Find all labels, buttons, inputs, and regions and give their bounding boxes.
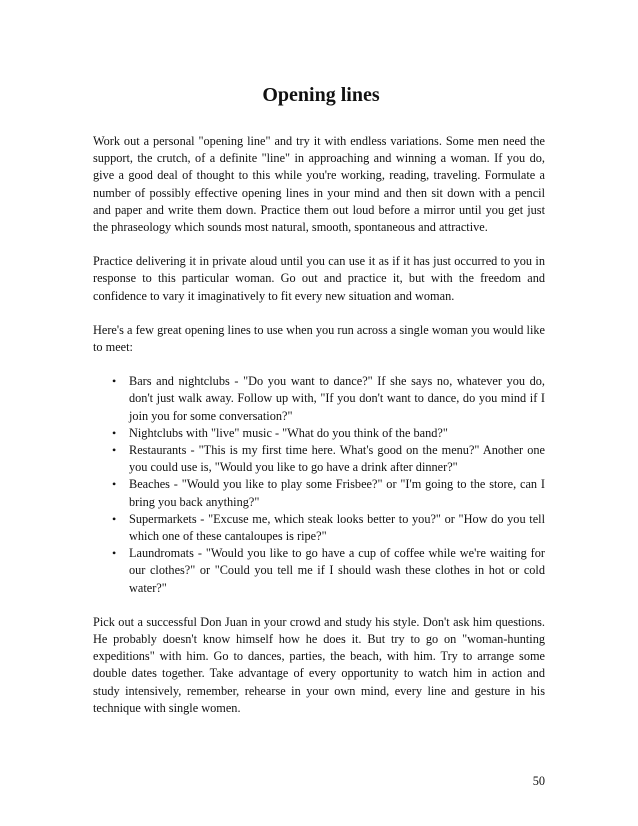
bullet-icon: • (112, 374, 117, 389)
page-number: 50 (532, 774, 545, 788)
opening-lines-list (93, 373, 545, 597)
list-item-bars (93, 373, 545, 425)
list-item-restaurants (93, 442, 545, 476)
list-item-beaches (93, 476, 545, 510)
paragraph-opening-line-advice: Work out a personal "opening line" and try it with endless variations. Some men need the support, the crutch, of a definite "line" in approaching and winning a woman. If you do, give a good deal of thought to this while you're working, reading, traveling. Formulate a number of possibly effective opening lines in your mind and then sit down with a pencil and paper and write them down. Practice them out loud before a mirror until you get just the phraseology which sounds most natural, smooth, spontaneous and attractive. (93, 134, 545, 235)
list-item-nightclubs (93, 425, 545, 442)
list-item-text: Nightclubs with "live" music - "What do you think of the band?" (129, 425, 448, 440)
paragraph-bullet-intro: Here's a few great opening lines to use when you run across a single woman you would like to meet: (93, 322, 545, 355)
list-item-laundromats (93, 545, 545, 597)
bullet-icon: • (112, 425, 117, 440)
bullet-icon: • (112, 511, 117, 526)
bullet-icon: • (112, 443, 117, 458)
document-page (93, 82, 545, 734)
bullet-icon: • (112, 477, 117, 492)
list-item-supermarkets (93, 511, 545, 545)
bullet-icon: • (112, 546, 117, 561)
paragraph-don-juan: Pick out a successful Don Juan in your crowd and study his style. Don't ask him questions. He probably doesn't know himself how he does it. But try to go on "woman-hunting expeditions" with him. Go to dances, parties, the beach, with him. Try to arrange some double dates together. Take advantage of every opportunity to watch him in action and study intensively, remember, rehearse in your own mind, every line and gesture in his technique with single women. (93, 614, 545, 715)
list-item-text: Restaurants - "This is my first time here. What's good on the menu?" Another one you could use is, "Would you like to go have a drink after dinner?" (129, 443, 545, 475)
list-item-text: Supermarkets - "Excuse me, which steak looks better to you?" or "How do you tell which one of these cantaloupes is ripe?" (129, 511, 545, 544)
page-title: Opening lines (262, 84, 380, 106)
list-item-text: Bars and nightclubs - "Do you want to dance?" If she says no, whatever you do, don't just walk away. Follow up with, "If you don't want to dance, do you mind if I join you for some conversation?" (129, 374, 545, 423)
list-item-text: Laundromats - "Would you like to go have a cup of coffee while we're waiting for our clothes?" or "Could you tell me if I should wash these clothes in hot or cold water?" (129, 546, 545, 595)
list-item-text: Beaches - "Would you like to play some Frisbee?" or "I'm going to the store, can I bring you back anything?" (129, 477, 545, 509)
paragraph-practice-delivery: Practice delivering it in private aloud until you can use it as if it has just occurred to you in response to this particular woman. Go out and practice it, but with the freedom and confidence to vary it imaginatively to fit every new situation and woman. (93, 254, 545, 303)
